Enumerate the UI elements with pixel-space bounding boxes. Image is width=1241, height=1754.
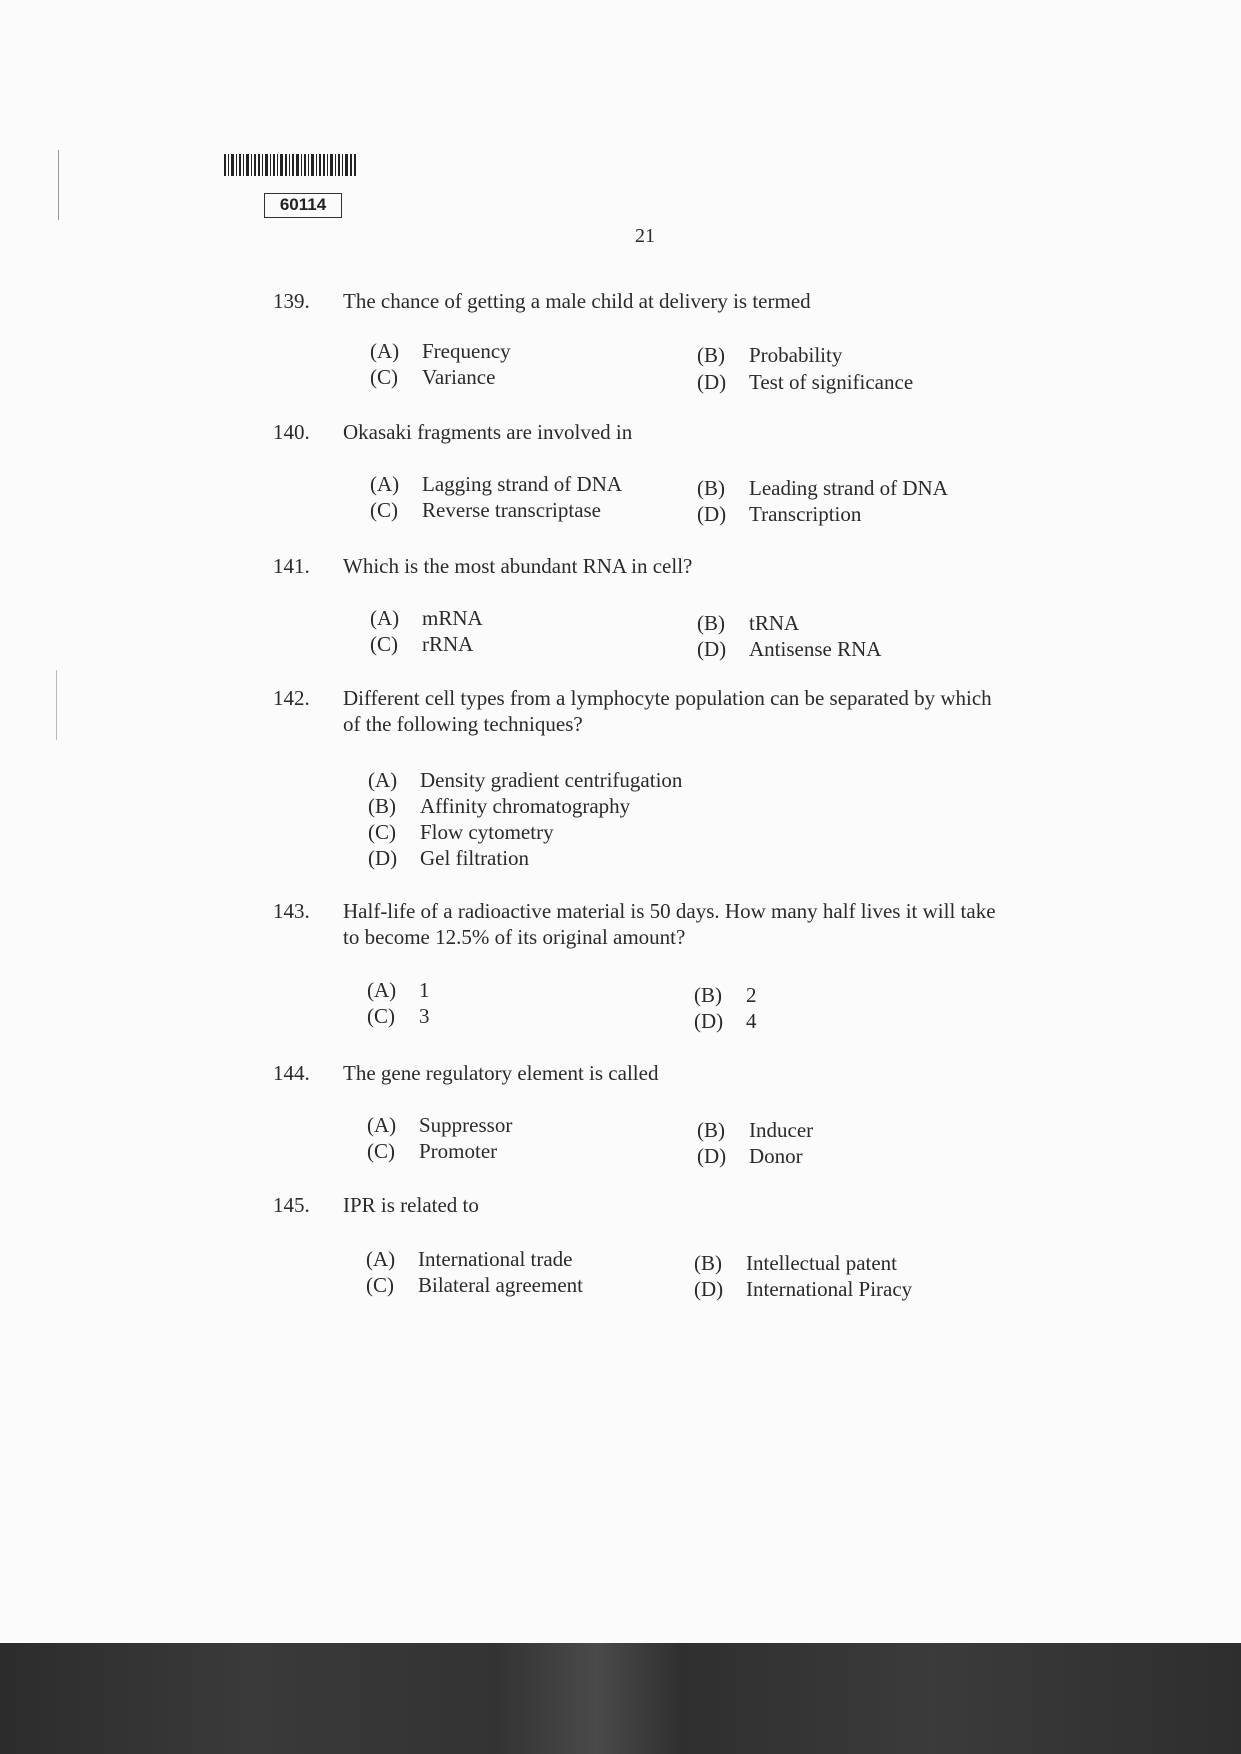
question-text: Half-life of a radioactive material is 50 days. How many half lives it will take to become 12.5% of its original amount? — [343, 899, 996, 949]
question-text: Different cell types from a lymphocyte population can be separated by which of the following techniques? — [343, 686, 992, 736]
option-d: (D) Donor — [697, 1144, 803, 1168]
option-d: (D) Antisense RNA — [697, 637, 882, 661]
question-number: 140. — [273, 420, 310, 444]
question-text: Okasaki fragments are involved in — [343, 420, 633, 444]
question-text: Which is the most abundant RNA in cell? — [343, 554, 693, 578]
option-a: (A) International trade — [366, 1247, 573, 1271]
question-number: 144. — [273, 1061, 310, 1085]
option-c: (C) Variance — [370, 365, 496, 389]
option-d: (D) 4 — [694, 1009, 757, 1033]
option-b: (B) Probability — [697, 343, 843, 367]
option-c: (C) 3 — [367, 1004, 430, 1028]
paper-code: 60114 — [264, 193, 342, 218]
option-d: (D) Transcription — [697, 502, 862, 526]
option-c: (C) Reverse transcriptase — [370, 498, 602, 522]
option-b: (B) 2 — [694, 983, 757, 1007]
option-b: (B) Inducer — [697, 1118, 814, 1142]
option-b: (B) Intellectual patent — [694, 1251, 898, 1275]
option-a: (A) Lagging strand of DNA — [370, 472, 623, 496]
scanner-background — [0, 1643, 1241, 1754]
option-d: (D) Gel filtration — [368, 846, 530, 870]
option-c: (C) rRNA — [370, 632, 474, 656]
option-d: (D) Test of significance — [697, 370, 914, 394]
option-b: (B) Leading strand of DNA — [697, 476, 948, 500]
option-b: (B) Affinity chromatography — [368, 794, 631, 818]
option-c: (C) Flow cytometry — [368, 820, 554, 844]
question-number: 141. — [273, 554, 310, 578]
question-text: The chance of getting a male child at delivery is termed — [343, 289, 811, 313]
option-c: (C) Promoter — [367, 1139, 498, 1163]
barcode-icon — [224, 154, 356, 176]
option-d: (D) International Piracy — [694, 1277, 913, 1301]
question-number: 143. — [273, 899, 310, 923]
option-b: (B) tRNA — [697, 611, 800, 635]
question-number: 139. — [273, 289, 310, 313]
option-a: (A) Suppressor — [367, 1113, 513, 1137]
option-a: (A) 1 — [367, 978, 430, 1002]
page-edge-mark — [56, 670, 57, 740]
question-text: The gene regulatory element is called — [343, 1061, 659, 1085]
question-text: IPR is related to — [343, 1193, 479, 1217]
option-a: (A) mRNA — [370, 606, 483, 630]
option-a: (A) Frequency — [370, 339, 511, 363]
option-c: (C) Bilateral agreement — [366, 1273, 583, 1297]
page-number: 21 — [635, 225, 655, 247]
question-number: 145. — [273, 1193, 310, 1217]
option-a: (A) Density gradient centrifugation — [368, 768, 683, 792]
question-number: 142. — [273, 686, 310, 710]
page-edge-mark — [58, 150, 59, 220]
